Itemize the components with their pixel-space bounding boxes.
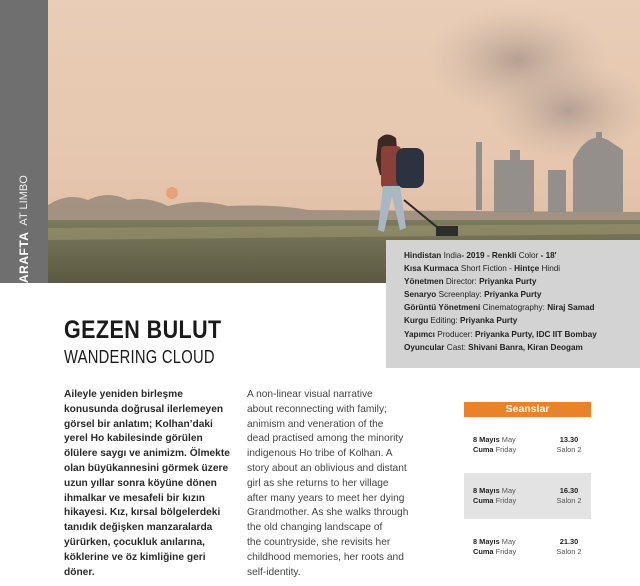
film-title-en: WANDERING CLOUD <box>64 347 215 367</box>
credits-box <box>386 240 640 368</box>
section-label <box>8 33 40 283</box>
credit-director: Yönetmen Director: Priyanka Purty <box>404 277 537 287</box>
credit-editing: Kurgu Editing: Priyanka Purty <box>404 316 518 326</box>
synopsis-tr: Aileyle yeniden birleşme konusunda doğrusal ilerlemeyen görsel bir anlatım; Kolhan’daki yerel Ho kabilesinde görülen ölülere saygı ve animizm. Ölmekte olan büyükannesini görmek üzere uzun yıllar sonra köyüne dönen ihmalkar ve mesafeli bir kızın hikayesi. Kız, kırsal bölgelerdeki tanıdık değişken manzaralarda yürürken, çocukluk anılarına, köklerine ve öz kimliğine geri döner. <box>64 389 230 578</box>
screening-row: 8 Mayıs May Cuma Friday 13.30 Salon 2 <box>473 435 582 454</box>
screening-row: 8 Mayıs May Cuma Friday 21.30 Salon 2 <box>473 537 582 556</box>
credit-country: Hindistan India- 2019 - Renkli Color - 18' <box>404 251 557 260</box>
screenings-table <box>464 402 591 570</box>
screenings-header: Seanslar <box>464 402 591 417</box>
credit-screenplay: Senaryo Screenplay: Priyanka Purty <box>404 290 542 300</box>
section-label-tr: ARAFTA <box>17 231 31 283</box>
credit-type: Kısa Kurmaca Short Fiction - Hintçe Hindi <box>404 264 561 274</box>
screening-row: 8 Mayıs May Cuma Friday 16.30 Salon 2 <box>464 473 591 519</box>
section-label-en: AT LIMBO <box>18 175 30 226</box>
credit-producer: Yapımcı Producer: Priyanka Purty, IDC IIT Bombay <box>404 329 597 339</box>
synopsis-en: A non-linear visual narrative about reconnecting with family; animism and veneration of the dead practised among the minority indigenous Ho tribe of Kolhan. A story about an oblivious and distant girl as she returns to her village after many years to meet her dying Grandmother. As she walks through the old changing landscape of the countryside, she revisits her childhood memories, her roots and self-identity. <box>247 389 409 578</box>
credit-cast: Oyuncular Cast: Shivani Banra, Kiran Deogam <box>404 342 583 352</box>
film-title-tr: GEZEN BULUT <box>64 316 222 344</box>
credit-cinematography: Görüntü Yönetmeni Cinematography: Niraj Samad <box>404 303 595 313</box>
